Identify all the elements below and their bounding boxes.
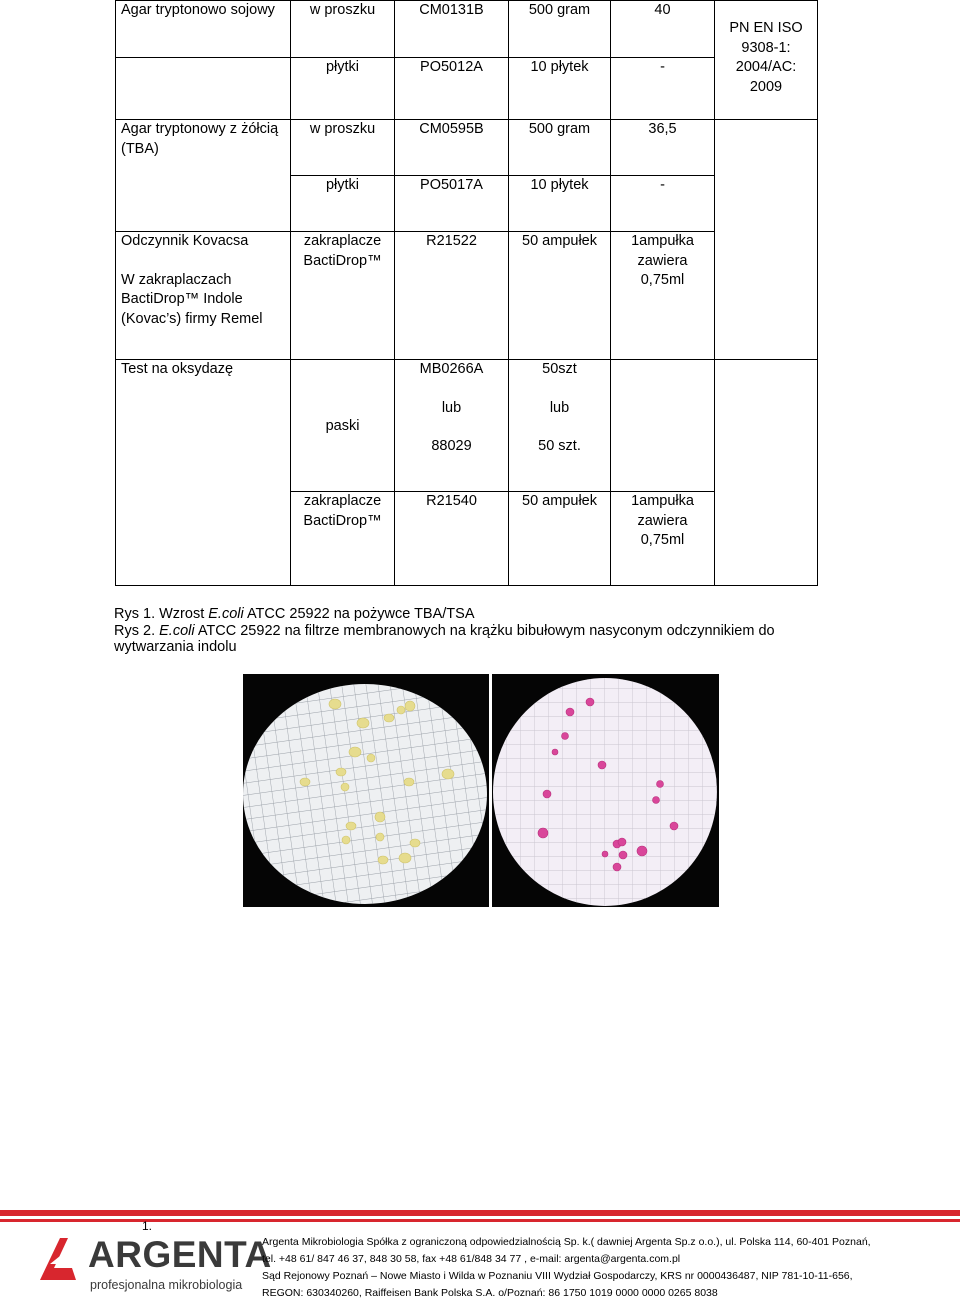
product-table: [115, 0, 818, 586]
figure-2-caption: Rys 2. E.coli ATCC 25922 na filtrze membranowych na krążku bibułowym nasyconym odczynnikiem do wytwarzania indolu: [114, 622, 775, 655]
figure-1-photo: [243, 674, 489, 907]
form-cell: płytki: [291, 176, 395, 232]
form-cell: w proszku: [291, 120, 395, 176]
product-name-cell: Odczynnik Kovacsa W zakraplaczach BactiDrop™ Indole (Kovac’s) firmy Remel: [116, 232, 291, 360]
form-cell: zakraplacze BactiDrop™: [291, 232, 395, 360]
amount-cell: -: [611, 58, 715, 120]
pack-cell: 10 płytek: [509, 176, 611, 232]
argenta-logo: [34, 1230, 272, 1294]
product-name-cell: Agar tryptonowo sojowy: [116, 1, 291, 58]
logo-wordmark: ARGENTA: [88, 1234, 272, 1275]
empty-cell: [715, 360, 818, 586]
page-number: 1.: [142, 1219, 153, 1233]
petri-dish-yellow-image: [243, 674, 489, 907]
code-cell: CM0131B: [395, 1, 509, 58]
logo-tagline: profesjonalna mikrobiologia: [90, 1278, 243, 1292]
code-cell: R21540: [395, 492, 509, 586]
petri-dish-pink-image: [492, 674, 719, 907]
amount-cell: 1ampułka zawiera 0,75ml: [611, 492, 715, 586]
empty-cell: [715, 120, 818, 360]
code-cell: MB0266A lub 88029: [395, 360, 509, 492]
empty-cell: [116, 58, 291, 120]
amount-cell: -: [611, 176, 715, 232]
product-name-cell: Test na oksydazę: [116, 360, 291, 586]
footer-bar: [0, 1210, 960, 1216]
pack-cell: 500 gram: [509, 120, 611, 176]
logo-mark-icon: [34, 1234, 84, 1284]
figure-2-photo: [492, 674, 719, 907]
product-name-cell: Agar tryptonowy z żółcią (TBA): [116, 120, 291, 232]
form-cell: w proszku: [291, 1, 395, 58]
pack-cell: 500 gram: [509, 1, 611, 58]
pack-cell: 50 ampułek: [509, 232, 611, 360]
amount-cell: 36,5: [611, 120, 715, 176]
form-cell: płytki: [291, 58, 395, 120]
empty-cell: [611, 360, 715, 492]
company-info: Argenta Mikrobiologia Spółka z ograniczoną odpowiedzialnością Sp. k.( dawniej Argenta Sp.z o.o.), ul. Polska 114, 60-401 Poznań, tel. +48 61/ 847 46 37, 848 30 58, fax +48 61/848 34 77 , e-mail: argenta@argenta.com.pl Sąd Rejonowy Poznań – Nowe Miasto i Wilda w Poznaniu VIII Wydział Gospodarczy, KRS nr 0000436487, NIP 781-10-11-656, REGON: 630340260, Raiffeisen Bank Polska S.A. o/Poznań: 86 1750 1019 0000 0000 0265 8038: [262, 1236, 871, 1299]
code-cell: PO5017A: [395, 176, 509, 232]
code-cell: PO5012A: [395, 58, 509, 120]
pack-cell: 10 płytek: [509, 58, 611, 120]
form-cell: paski: [291, 360, 395, 492]
standard-cell: PN EN ISO 9308-1: 2004/AC: 2009: [715, 1, 818, 120]
figure-1-caption: Rys 1. Wzrost E.coli ATCC 25922 na pożywce TBA/TSA: [114, 606, 475, 622]
code-cell: CM0595B: [395, 120, 509, 176]
amount-cell: 40: [611, 1, 715, 58]
amount-cell: 1ampułka zawiera 0,75ml: [611, 232, 715, 360]
pack-cell: 50szt lub 50 szt.: [509, 360, 611, 492]
figure-captions: [114, 606, 814, 656]
code-cell: R21522: [395, 232, 509, 360]
pack-cell: 50 ampułek: [509, 492, 611, 586]
form-cell: zakraplacze BactiDrop™: [291, 492, 395, 586]
